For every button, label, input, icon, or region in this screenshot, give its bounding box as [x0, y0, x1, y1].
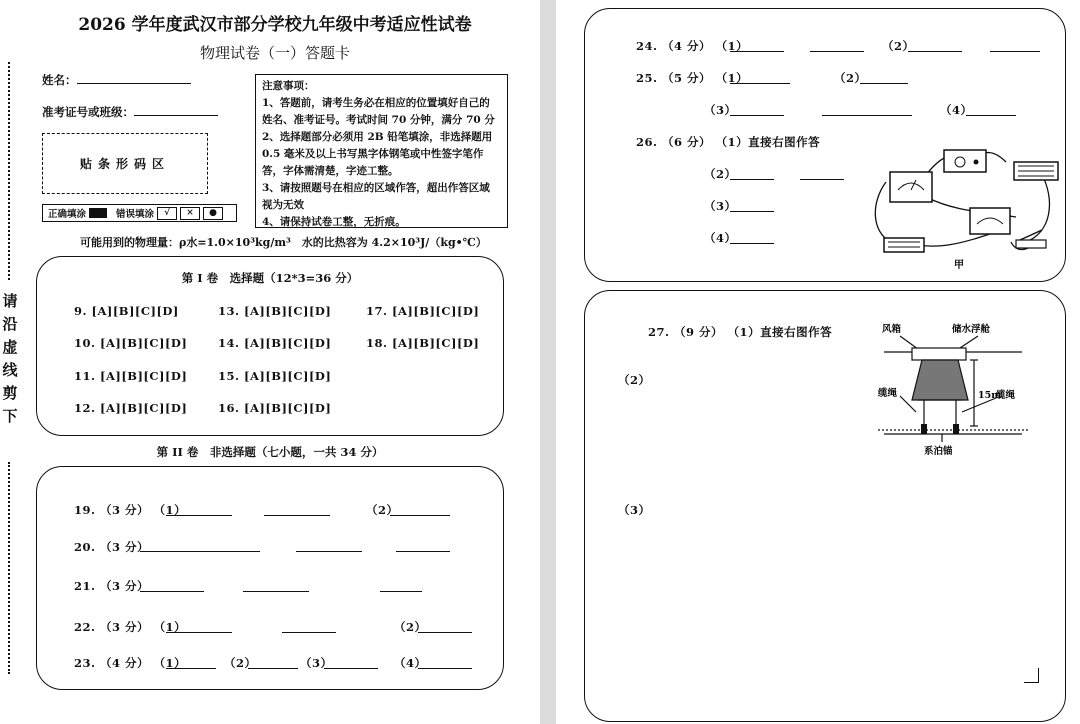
mc-item[interactable]: 17. [A][B][C][D] [366, 304, 480, 318]
q25: 25. （5 分） （1） [636, 71, 749, 85]
q23-blank-3[interactable] [324, 667, 378, 669]
cut-instruction: 请 沿 虚 线 剪 下 [2, 292, 18, 425]
mc-item[interactable]: 11. [A][B][C][D] [74, 369, 188, 383]
name-label: 姓名： [42, 73, 77, 87]
q24-blank-3[interactable] [908, 50, 962, 52]
q26-blank-4[interactable] [730, 242, 774, 244]
mc-item[interactable]: 13. [A][B][C][D] [218, 304, 332, 318]
q21-blank-1[interactable] [140, 590, 204, 592]
float-platform-figure [878, 320, 1058, 458]
q22-blank-2[interactable] [282, 631, 336, 633]
name-field[interactable] [42, 72, 191, 88]
q25-blank-4[interactable] [822, 114, 912, 116]
q22-blank-1[interactable] [166, 631, 232, 633]
power-supply-icon [944, 150, 986, 172]
dot-mark: ● [203, 207, 223, 220]
mc-item[interactable]: 12. [A][B][C][D] [74, 401, 188, 415]
mc-item[interactable]: 10. [A][B][C][D] [74, 336, 188, 350]
exam-title: 2026 学年度武汉市部分学校九年级中考适应性试卷 [78, 15, 472, 35]
q24-blank-2[interactable] [810, 50, 864, 52]
q25-blank-3[interactable] [730, 114, 784, 116]
q19-blank-1[interactable] [166, 514, 232, 516]
q20-blank-2[interactable] [296, 550, 362, 552]
q23-blank-1[interactable] [166, 667, 216, 669]
circuit-figure [866, 142, 1062, 274]
fill-legend: 正确填涂 错误填涂 √ × ● [42, 204, 237, 222]
constants-line: 可能用到的物理量：ρ水=1.0×10³kg/m³ 水的比热容为 4.2×10³J/（kg•℃） [80, 236, 487, 249]
q25-blank-2[interactable] [860, 82, 908, 84]
svg-text:系泊锚: 系泊锚 [924, 446, 953, 457]
mc-item[interactable]: 15. [A][B][C][D] [218, 369, 332, 383]
corner-mark [1024, 668, 1039, 683]
cross-mark: × [180, 207, 200, 220]
q26-blank-1[interactable] [730, 178, 774, 180]
mc-item[interactable]: 18. [A][B][C][D] [366, 336, 480, 350]
q24-blank-1[interactable] [730, 50, 784, 52]
svg-text:缆绳: 缆绳 [996, 390, 1016, 401]
q25-blank-5[interactable] [966, 114, 1016, 116]
section2-title: 第 II 卷 非选择题（七小题，一共 34 分） [156, 445, 384, 459]
q24: 24. （4 分） （1） [636, 39, 749, 53]
mc-item[interactable]: 16. [A][B][C][D] [218, 401, 332, 415]
q23: 23. （4 分） （1） [74, 656, 187, 670]
mc-item[interactable]: 9. [A][B][C][D] [74, 304, 179, 318]
q20: 20. （3 分） [74, 540, 150, 554]
left-page: 2026 学年度武汉市部分学校九年级中考适应性试卷 物理试卷（一）答题卡 姓名： 准考证号或班级： 贴条形码区 正确填涂 错误填涂 √ × ● 注意事项： 1、答题前，请考生务必在相应的位置填好自己的 姓名、准考证号。考试时间 70 分钟，满分 70 分 2、选择题部分必须用 2B 铅笔填涂，非选择题用 0.5 毫米及以上书写黑字体钢笔或中性签字笔作 答，字体需清楚，字迹工整。 3、请按照题号在相应的区域作答，超出作答区域 视为无效 4、请保持试卷工整，无折痕。 可能用到的物理量：ρ水=1.0×10³kg/m³ 水的比热容为 4.2×10³J/（kg•℃） 第 I 卷 选择题（12*3=36 分） 9. [A][B][C][D] 13. [A][B][C][D] 17. [A][B][C][D] 10. [A][B][C][D] 14. [A][B][C][D] 18. [A][B][C][D] 11. [A][B][C][D] 15. [A][B][C][D] 12. [A][B][C][D] 16. [A][B][C][D] 第 II 卷 非选择题（七小题，一共 34 分） 19. （3 分） （1） （2） 20. （3 分） 21. （3 分） 22. （3 分） （1） （2） 23. （4 分） （1） （2） （3） （4） 请 沿 虚 线 剪 下 [0, 0, 540, 724]
cut-dotted-line-top [8, 62, 10, 280]
section1-title: 第 I 卷 选择题（12*3=36 分） [181, 271, 359, 285]
svg-text:缆绳: 缆绳 [878, 388, 898, 399]
filled-mark [89, 208, 107, 218]
id-field[interactable] [42, 104, 218, 120]
q19-blank-3[interactable] [390, 514, 450, 516]
q20-blank-3[interactable] [396, 550, 450, 552]
rheostat-icon [1014, 162, 1058, 180]
q24-blank-4[interactable] [990, 50, 1040, 52]
q26: 26. （6 分） （1）直接右图作答 [636, 135, 821, 149]
page-gutter [540, 0, 556, 724]
q21-blank-3[interactable] [380, 590, 422, 592]
id-label: 准考证号或班级： [42, 105, 134, 119]
q26-blank-3[interactable] [730, 210, 774, 212]
cut-dotted-line-bottom [8, 462, 10, 674]
q21-blank-2[interactable] [243, 590, 309, 592]
q26-blank-2[interactable] [800, 178, 844, 180]
q27-part3-label: （3） [618, 503, 651, 517]
notice-box: 注意事项： 1、答题前，请考生务必在相应的位置填好自己的 姓名、准考证号。考试时间 70 分钟，满分 70 分 2、选择题部分必须用 2B 铅笔填涂，非选择题用 0.5 毫米及以上书写黑字体钢笔或中性签字笔作 答，字体需清楚，字迹工整。 3、请按照题号在相应的区域作答，超出作答区域 视为无效 4、请保持试卷工整，无折痕。 [255, 74, 508, 228]
q23-blank-2[interactable] [248, 667, 298, 669]
q27-part2-label: （2） [618, 373, 651, 387]
q21: 21. （3 分） [74, 579, 150, 593]
barcode-area: 贴条形码区 [42, 133, 208, 194]
check-mark: √ [157, 207, 177, 220]
ammeter-icon [970, 208, 1010, 234]
svg-text:15m: 15m [978, 390, 1002, 401]
q22: 22. （3 分） （1） [74, 620, 187, 634]
q20-blank-1[interactable] [140, 550, 260, 552]
q23-blank-4[interactable] [418, 667, 472, 669]
q25-blank-1[interactable] [730, 82, 790, 84]
q19: 19. （3 分） （1） [74, 503, 187, 517]
q27: 27. （9 分） （1）直接右图作答 [648, 325, 833, 339]
resistor-icon [884, 238, 924, 252]
figure-label-jia: 甲 [954, 260, 964, 271]
voltmeter-icon [890, 172, 932, 202]
right-page: 24. （4 分） （1） （2） 25. （5 分） （1） （2） （3） （4） 26. （6 分） （1）直接右图作答 （2） （3） （4） 甲 27. （9 分） （1）直接右图作答 （2） （3） 风箱 储水浮舱 15m 缆绳 缆绳 系泊锚 [556, 0, 1080, 724]
exam-subtitle: 物理试卷（一）答题卡 [199, 44, 350, 62]
svg-text:储水浮舱: 储水浮舱 [952, 324, 991, 335]
q22-blank-3[interactable] [418, 631, 472, 633]
svg-text:风箱: 风箱 [882, 324, 902, 335]
q19-blank-2[interactable] [264, 514, 330, 516]
mc-item[interactable]: 14. [A][B][C][D] [218, 336, 332, 350]
